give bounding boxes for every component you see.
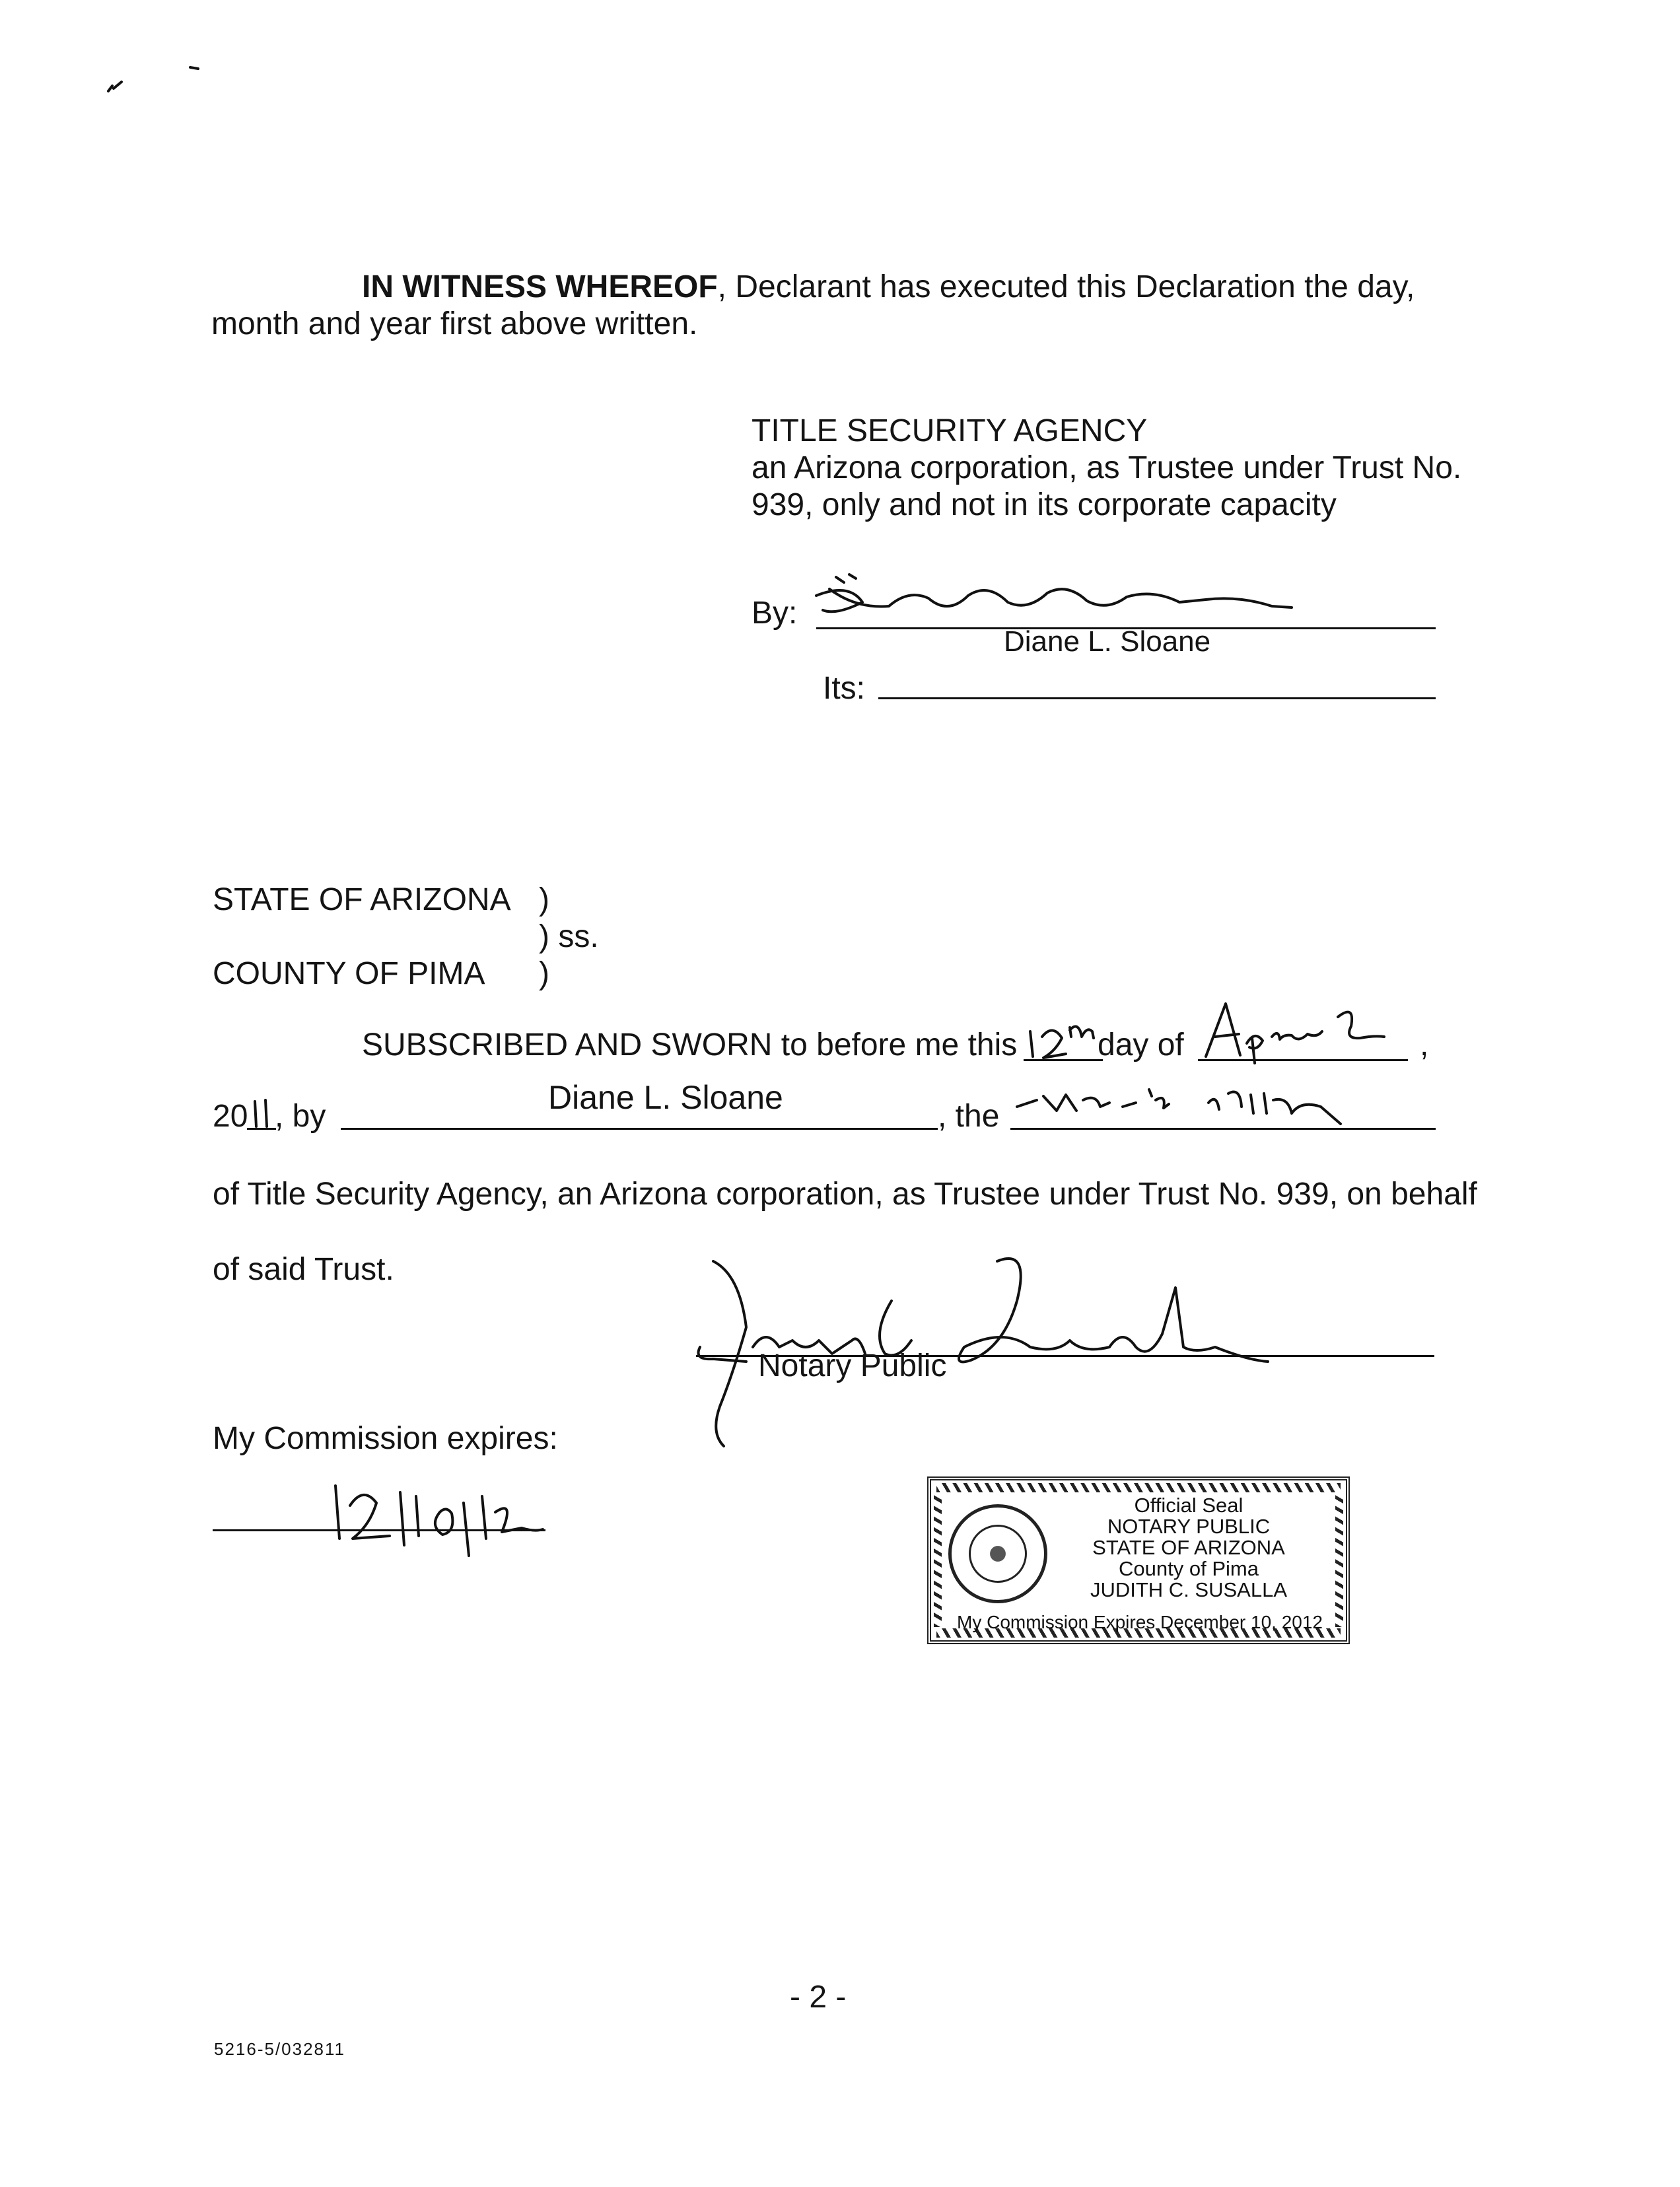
jurat-the: , the	[938, 1099, 1000, 1134]
jurat-line4: of said Trust.	[213, 1252, 394, 1287]
seal-expires: My Commission Expires December 10, 2012	[957, 1612, 1323, 1632]
venue-paren-1: )	[539, 882, 549, 917]
witness-rest: , Declarant has executed this Declaration the day,	[717, 269, 1415, 304]
jurat-line3: of Title Security Agency, an Arizona corporation, as Trustee under Trust No. 939, on behalf	[213, 1177, 1477, 1212]
jurat-year-prefix: 20	[213, 1099, 248, 1134]
seal-line-4: County of Pima	[1119, 1557, 1259, 1580]
page-number: - 2 -	[790, 1980, 847, 2015]
jurat-by: , by	[275, 1099, 326, 1134]
seal-line-2: NOTARY PUBLIC	[1107, 1515, 1271, 1538]
seal-border	[1335, 1494, 1343, 1627]
document-code: 5216-5/032811	[214, 2039, 346, 2059]
seal-line-5: JUDITH C. SUSALLA	[1090, 1578, 1287, 1601]
by-printed-name: Diane L. Sloane	[1004, 625, 1211, 658]
venue-state: STATE OF ARIZONA	[213, 882, 511, 917]
commission-label: My Commission expires:	[213, 1421, 558, 1456]
notary-public-label: Notary Public	[758, 1348, 947, 1383]
seal-text	[1050, 1495, 1327, 1601]
witness-bold: IN WITNESS WHEREOF	[362, 269, 718, 304]
seal-border	[936, 1483, 1341, 1492]
company-desc-line1: an Arizona corporation, as Trustee under Trust No.	[752, 450, 1462, 485]
scan-mark	[99, 59, 205, 99]
venue-ss: ) ss.	[539, 919, 599, 954]
handwritten-title	[1010, 1080, 1380, 1133]
venue-county: COUNTY OF PIMA	[213, 956, 485, 991]
handwritten-year	[246, 1096, 277, 1129]
venue-paren-2: )	[539, 956, 549, 991]
jurat-day-of: day of	[1098, 1027, 1184, 1062]
seal-line-1: Official Seal	[1134, 1494, 1243, 1517]
by-label: By:	[752, 596, 798, 631]
seal-line-3: STATE OF ARIZONA	[1092, 1536, 1285, 1559]
arizona-seal-emblem-icon	[948, 1504, 1047, 1603]
seal-border	[934, 1494, 942, 1627]
jurat-lead: SUBSCRIBED AND SWORN to before me this	[362, 1027, 1018, 1062]
company-desc-line2: 939, only and not in its corporate capacity	[752, 487, 1337, 522]
jurat-name-line	[341, 1128, 938, 1130]
company-name: TITLE SECURITY AGENCY	[752, 413, 1148, 448]
witness-paragraph-line2: month and year first above written.	[211, 306, 698, 341]
handwritten-month	[1199, 997, 1397, 1063]
witness-paragraph-line1	[362, 268, 1415, 306]
notary-seal	[927, 1476, 1350, 1644]
handwritten-commission-date	[324, 1473, 548, 1558]
jurat-comma: ,	[1420, 1027, 1429, 1062]
its-label: Its:	[823, 671, 866, 706]
its-line	[878, 697, 1436, 699]
handwritten-day	[1024, 1009, 1109, 1064]
jurat-name: Diane L. Sloane	[548, 1079, 783, 1116]
